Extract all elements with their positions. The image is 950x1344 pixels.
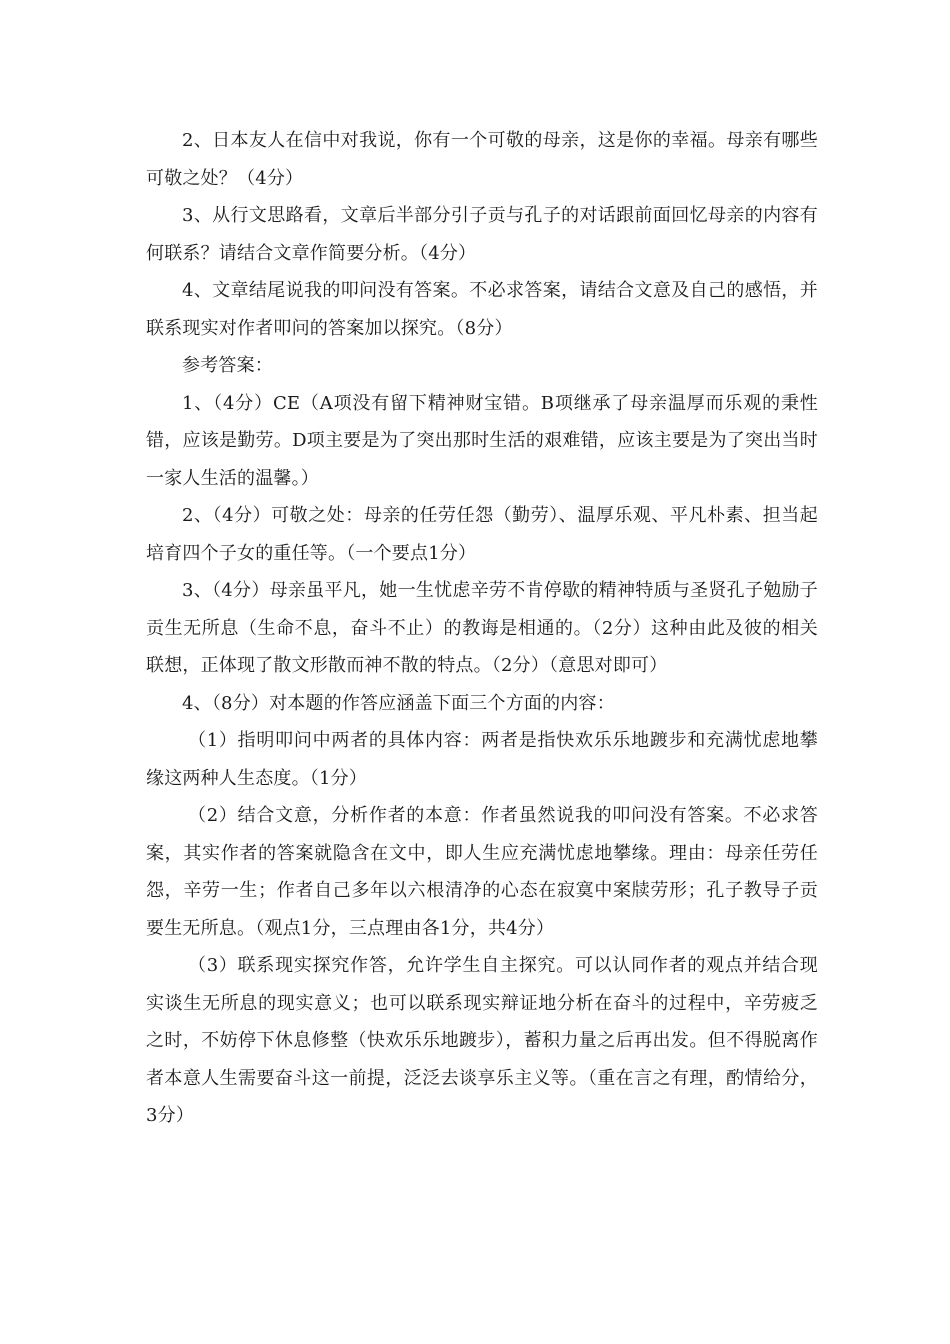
- question-2: 2、日本友人在信中对我说，你有一个可敬的母亲，这是你的幸福。母亲有哪些可敬之处？（4分）: [146, 130, 818, 189]
- answer-4-point-3: （3）联系现实探究作答，允许学生自主探究。可以认同作者的观点并结合现实谈生无所息的现实意义；也可以联系现实辩证地分析在奋斗的过程中，辛劳疲乏之时，不妨停下休息修整（快欢乐乐地踱步），蓄积力量之后再出发。但不得脱离作者本意人生需要奋斗这一前提，泛泛去谈享乐主义等。（重在言之有理，酌情给分，3分）: [146, 955, 818, 1126]
- answer-heading: 参考答案：: [182, 355, 273, 376]
- question-3: 3、从行文思路看，文章后半部分引子贡与孔子的对话跟前面回忆母亲的内容有何联系？请结合文章作简要分析。（4分）: [146, 205, 818, 264]
- answer-1: 1、（4分）CE（A项没有留下精神财宝错。B项继承了母亲温厚而乐观的秉性错，应该是勤劳。D项主要是为了突出那时生活的艰难错，应该主要是为了突出当时一家人生活的温馨。）: [146, 392, 818, 489]
- answer-2: 2、（4分）可敬之处：母亲的任劳任怨（勤劳）、温厚乐观、平凡朴素、担当起培育四个子女的重任等。（一个要点1分）: [146, 505, 818, 564]
- answer-4-point-2: （2）结合文意，分析作者的本意：作者虽然说我的叩问没有答案。不必求答案，其实作者的答案就隐含在文中，即人生应充满忧虑地攀缘。理由：母亲任劳任怨，辛劳一生；作者自己多年以六根清净的心态在寂寞中案牍劳形；孔子教导子贡要生无所息。（观点1分，三点理由各1分，共4分）: [146, 805, 818, 939]
- document-body: [146, 122, 818, 1135]
- answer-3: 3、（4分）母亲虽平凡，她一生忧虑辛劳不肯停歇的精神特质与圣贤孔子勉励子贡生无所息（生命不息，奋斗不止）的教诲是相通的。（2分）这种由此及彼的相关联想，正体现了散文形散而神不散的特点。（2分）（意思对即可）: [146, 580, 818, 676]
- answer-4-point-1: （1）指明叩问中两者的具体内容：两者是指快欢乐乐地踱步和充满忧虑地攀缘这两种人生态度。（1分）: [146, 730, 818, 789]
- question-4: 4、文章结尾说我的叩问没有答案。不必求答案，请结合文意及自己的感悟，并联系现实对作者叩问的答案加以探究。（8分）: [146, 280, 818, 339]
- answer-4: 4、（8分）对本题的作答应涵盖下面三个方面的内容：: [182, 692, 615, 714]
